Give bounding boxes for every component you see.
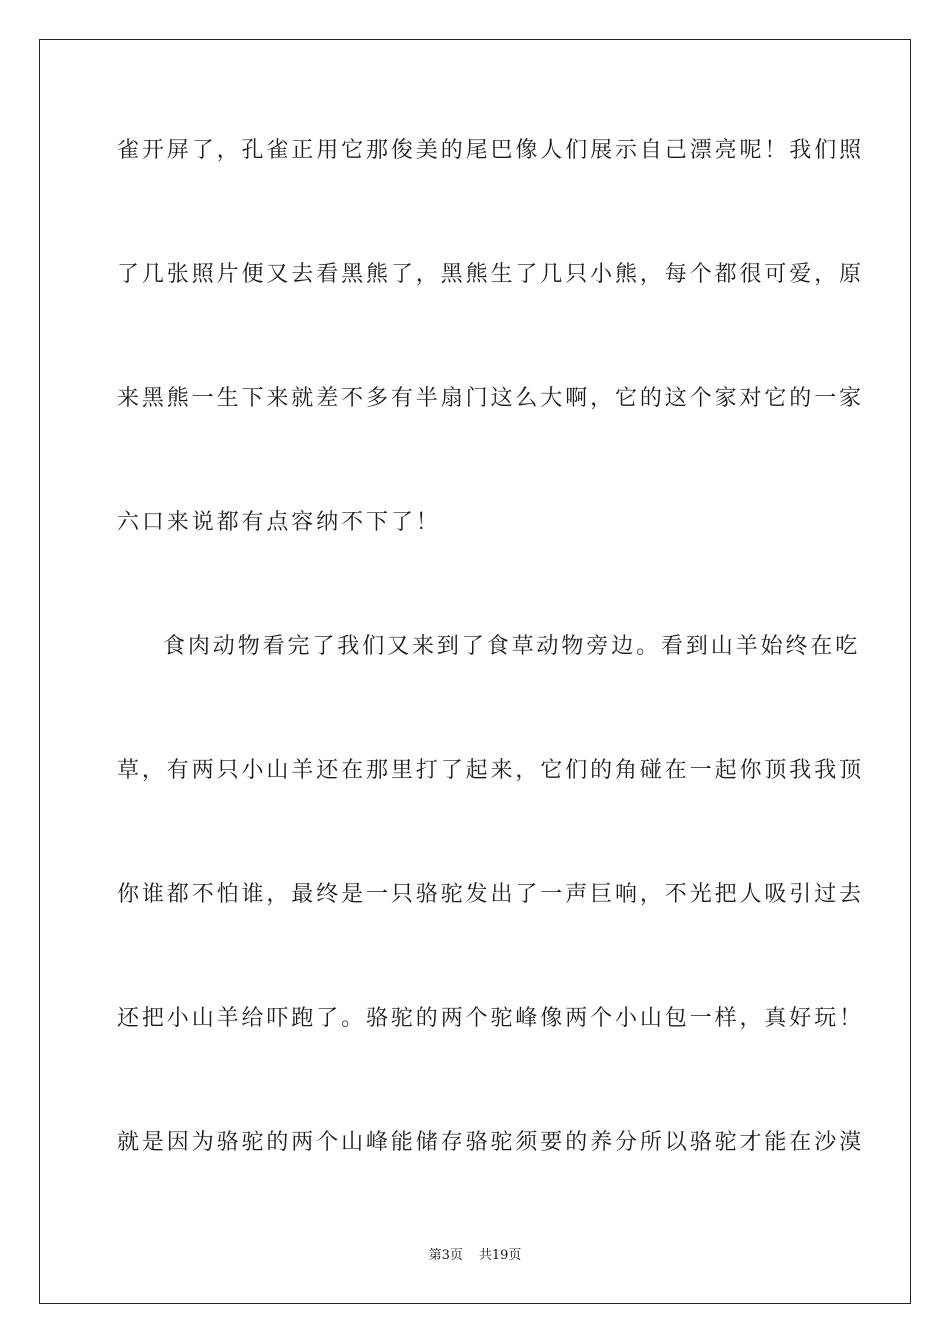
text-line-2: 了几张照片便又去看黑熊了，黑熊生了几只小熊，每个都很可爱，原 [117,262,865,287]
text-line-1: 雀开屏了，孔雀正用它那俊美的尾巴像人们展示自己漂亮呢！我们照 [117,138,865,163]
text-line-7: 你谁都不怕谁，最终是一只骆驼发出了一声巨响，不光把人吸引过去 [117,882,865,907]
text-line-5-paragraph-start: 食肉动物看完了我们又来到了食草动物旁边。看到山羊始终在吃 [163,634,861,659]
text-line-9: 就是因为骆驼的两个山峰能储存骆驼须要的养分所以骆驼才能在沙漠 [117,1130,865,1155]
page-footer [0,1247,950,1265]
text-line-8: 还把小山羊给吓跑了。骆驼的两个驼峰像两个小山包一样，真好玩！ [117,1006,865,1031]
page-border [39,39,911,1304]
text-line-4: 六口来说都有点容纳不下了！ [117,510,441,535]
text-line-3: 来黑熊一生下来就差不多有半扇门这么大啊，它的这个家对它的一家 [117,386,865,411]
page-number: 第3页 [428,1248,463,1263]
total-pages: 共19页 [478,1248,522,1263]
text-line-6: 草，有两只小山羊还在那里打了起来，它们的角碰在一起你顶我我顶 [117,758,865,783]
